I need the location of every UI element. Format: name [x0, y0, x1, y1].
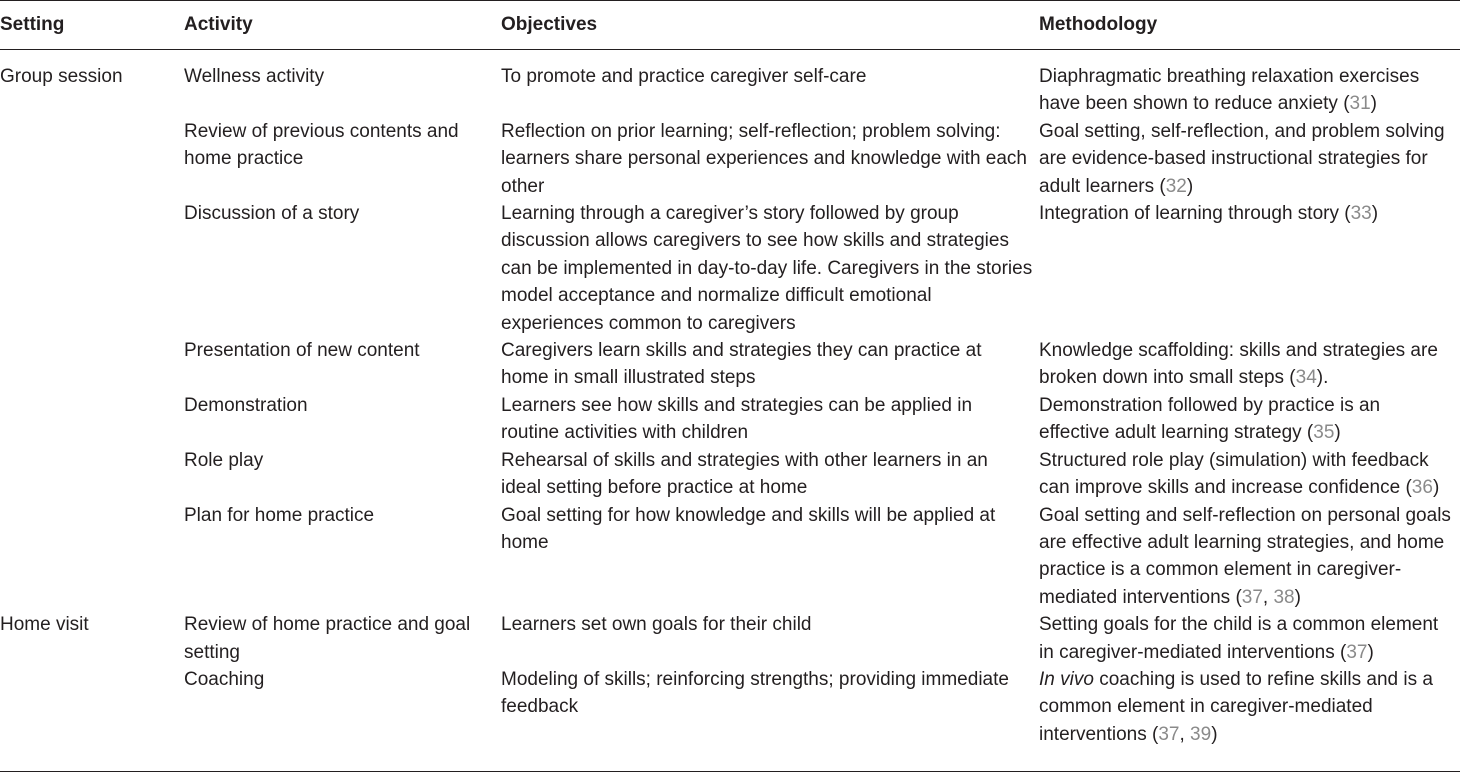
methodology-cell: [1039, 666, 1460, 748]
citation-link[interactable]: 32: [1165, 175, 1187, 197]
table-row: [0, 337, 1460, 392]
objective-text: To promote and practice caregiver self-care: [501, 66, 867, 87]
activity-text: Demonstration: [184, 394, 308, 416]
activity-text: Review of home practice and goal setting: [184, 614, 471, 663]
methodology-cell: [1039, 118, 1460, 200]
methodology-text: [1039, 502, 1460, 612]
setting-cell: [0, 337, 184, 392]
activity-cell: [184, 611, 501, 666]
objective-text: Learners see how skills and strategies can be applied in routine activities with children: [501, 394, 973, 444]
citation-link[interactable]: 37: [1346, 641, 1368, 663]
activity-cell: [184, 447, 501, 502]
setting-label-group: Group session: [0, 66, 123, 87]
setting-cell: [0, 447, 184, 502]
objective-cell: [501, 611, 1039, 666]
citation-link[interactable]: 35: [1313, 422, 1335, 444]
methodology-close: ): [1432, 477, 1440, 499]
table-header: [0, 1, 1460, 50]
methodology-body: Setting goals for the child is a common element in caregiver-mediated interventions (: [1039, 614, 1439, 663]
activity-text: Presentation of new content: [184, 340, 420, 362]
methodology-text: [1039, 611, 1460, 666]
methodology-body: Integration of learning through story (: [1039, 203, 1351, 225]
table-row: [0, 50, 1460, 118]
setting-cell: [0, 611, 184, 666]
objective-text: Rehearsal of skills and strategies with other learners in an ideal setting before practice at home: [501, 449, 988, 499]
methodology-text: [1039, 200, 1460, 227]
table-row: [0, 502, 1460, 612]
citation-link[interactable]: 39: [1190, 723, 1212, 745]
objective-cell: [501, 502, 1039, 612]
table-body: [0, 50, 1460, 749]
objective-cell: [501, 118, 1039, 200]
citation-link[interactable]: 36: [1411, 477, 1433, 499]
setting-cell: [0, 666, 184, 748]
methodology-body: Goal setting, self-reflection, and problem solving are evidence-based instructional strategies for adult learners (: [1039, 120, 1445, 197]
setting-label-home: Home visit: [0, 614, 89, 636]
activity-cell: [184, 50, 501, 118]
objective-cell: [501, 392, 1039, 447]
setting-cell: [0, 502, 184, 612]
activity-cell: [184, 200, 501, 337]
methodology-close: ).: [1316, 367, 1329, 389]
table-row: [0, 447, 1460, 502]
methodology-close: ): [1370, 93, 1377, 115]
citation-link[interactable]: 33: [1350, 203, 1372, 225]
methodology-text: [1039, 63, 1460, 118]
methodology-cell: [1039, 502, 1460, 612]
methodology-body: Knowledge scaffolding: skills and strategies are broken down into small steps (: [1039, 340, 1438, 389]
activity-cell: [184, 392, 501, 447]
activity-cell: [184, 118, 501, 200]
objective-cell: [501, 200, 1039, 337]
objective-text: Reflection on prior learning; self-reflection; problem solving: learners share personal experiences and knowledge with each other: [501, 120, 1027, 197]
table-row: [0, 666, 1460, 748]
objective-text: Learning through a caregiver’s story followed by group discussion allows caregivers to see how skills and strategies can be implemented in day-to-day life. Caregivers in the stories model acceptance and normalize difficult emotional experiences common to caregivers: [501, 203, 1033, 334]
methodology-close: ): [1186, 175, 1194, 197]
methodology-cell: [1039, 50, 1460, 118]
setting-cell: [0, 200, 184, 337]
methodology-text: [1039, 118, 1460, 200]
objective-cell: [501, 337, 1039, 392]
methodology-close: ): [1334, 422, 1341, 444]
objective-cell: [501, 50, 1039, 118]
methodology-body: Demonstration followed by practice is an effective adult learning strategy (: [1039, 394, 1381, 444]
methodology-body: Diaphragmatic breathing relaxation exercises have been shown to reduce anxiety (: [1039, 66, 1420, 115]
table-row: [0, 118, 1460, 200]
objective-text: Learners set own goals for their child: [501, 614, 812, 636]
methodology-cell: [1039, 611, 1460, 666]
objective-cell: [501, 447, 1039, 502]
methodology-text: [1039, 666, 1460, 748]
activity-cell: [184, 666, 501, 748]
setting-cell: [0, 50, 184, 118]
citation-separator: ,: [1262, 586, 1274, 608]
methodology-text: [1039, 337, 1460, 392]
citation-link[interactable]: 38: [1273, 586, 1295, 608]
citation-link[interactable]: 37: [1241, 586, 1263, 608]
activity-text: Coaching: [184, 668, 265, 690]
methodology-text: [1039, 392, 1460, 447]
methodology-cell: [1039, 200, 1460, 337]
header-objectives: Objectives: [501, 14, 598, 36]
header-row: [0, 1, 1460, 50]
citation-separator: ,: [1179, 723, 1191, 745]
methodology-italic-term: In vivo: [1039, 668, 1094, 690]
header-methodology: Methodology: [1039, 14, 1158, 36]
activity-text: Wellness activity: [184, 66, 325, 87]
table-row: [0, 611, 1460, 666]
methodology-close: ): [1367, 641, 1374, 663]
activity-text: Discussion of a story: [184, 203, 360, 225]
citation-link[interactable]: 31: [1349, 93, 1371, 115]
methodology-body: Goal setting and self-reflection on personal goals are effective adult learning strategies, and home practice is a common element in caregiver-mediated interventions (: [1039, 504, 1451, 608]
activity-text: Role play: [184, 449, 264, 471]
methodology-cell: [1039, 337, 1460, 392]
table-row: [0, 200, 1460, 337]
table-row: [0, 392, 1460, 447]
activity-cell: [184, 502, 501, 612]
methodology-close: ): [1211, 723, 1218, 745]
methodology-body: Structured role play (simulation) with feedback can improve skills and increase confidence (: [1039, 449, 1429, 499]
header-setting: Setting: [0, 14, 65, 36]
methodology-text: [1039, 447, 1460, 502]
objective-text: Modeling of skills; reinforcing strengths; providing immediate feedback: [501, 668, 1009, 718]
methodology-cell: [1039, 392, 1460, 447]
objective-text: Caregivers learn skills and strategies they can practice at home in small illustrated steps: [501, 340, 982, 389]
header-activity: Activity: [184, 14, 253, 36]
activity-text: Plan for home practice: [184, 504, 375, 526]
methodology-close: ): [1294, 586, 1301, 608]
methodology-body: coaching is used to refine skills and is a common element in caregiver-mediated interventions (: [1039, 668, 1433, 745]
objective-cell: [501, 666, 1039, 748]
methodology-close: ): [1371, 203, 1379, 225]
setting-cell: [0, 392, 184, 447]
methodology-cell: [1039, 447, 1460, 502]
setting-cell: [0, 118, 184, 200]
activity-cell: [184, 337, 501, 392]
citation-link[interactable]: 37: [1158, 723, 1180, 745]
citation-link[interactable]: 34: [1295, 367, 1317, 389]
objective-text: Goal setting for how knowledge and skills will be applied at home: [501, 504, 996, 553]
activity-text: Review of previous contents and home practice: [184, 120, 459, 170]
